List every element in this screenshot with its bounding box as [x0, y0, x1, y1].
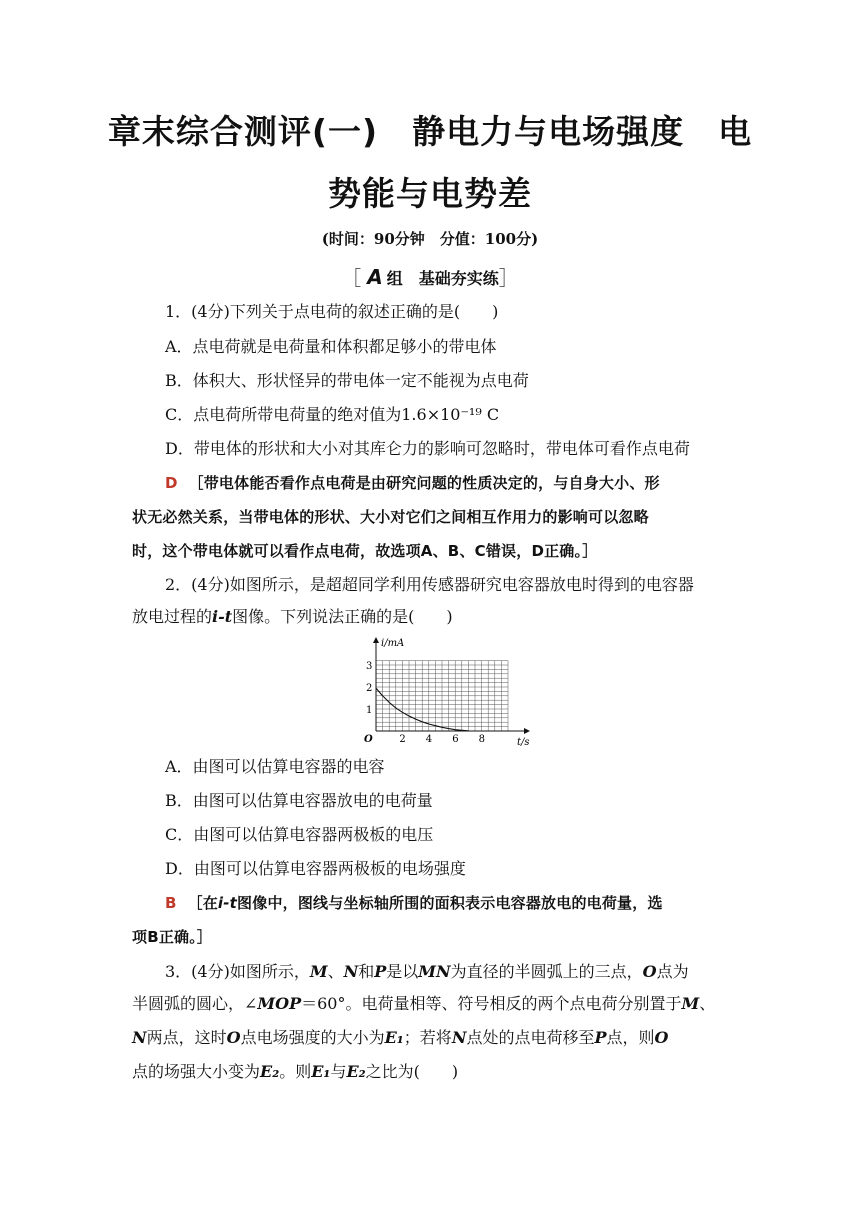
question-2-explanation-2: 项B正确。］	[132, 928, 213, 946]
y-axis-label: i/mA	[381, 638, 405, 649]
math-variable: P	[374, 962, 387, 981]
question-1-option-b: B．体积大、形状怪异的带电体一定不能视为点电荷	[165, 371, 529, 390]
math-variable: N	[451, 1028, 467, 1047]
answer-variable: i-t	[217, 894, 238, 912]
question-2-option-d: D．由图可以估算电容器两极板的电场强度	[165, 859, 466, 878]
math-variable: MN	[418, 962, 451, 981]
stem-text: 点为	[656, 962, 689, 981]
math-variable: E₂	[346, 1062, 366, 1081]
stem-text: 半圆弧的圆心，∠	[132, 994, 258, 1013]
chart-grid	[376, 661, 508, 731]
stem-text: 。则	[279, 1062, 312, 1081]
math-variable: O	[642, 962, 657, 981]
math-variable: N	[343, 962, 359, 981]
x-tick-label: 8	[478, 734, 485, 745]
y-tick-label: 3	[366, 661, 373, 672]
math-variable: MOP	[257, 994, 302, 1013]
question-1-option-c: C．点电荷所带电荷量的绝对值为1.6×10⁻¹⁹ C	[165, 405, 500, 424]
stem-text: 放电过程的	[132, 607, 213, 626]
question-3-stem-line-3	[132, 1027, 668, 1049]
question-1-option-a: A．点电荷就是电荷量和体积都足够小的带电体	[165, 337, 497, 356]
stem-text: 点，则	[606, 1028, 655, 1047]
stem-text: 3．(4分)如图所示，	[165, 962, 310, 981]
stem-text: 和	[358, 962, 375, 981]
stem-text: 为直径的半圆弧上的三点，	[450, 962, 643, 981]
question-2-option-b: B．由图可以估算电容器放电的电荷量	[165, 791, 433, 810]
bracket-open: ［	[341, 266, 362, 290]
group-label: 组 基础夯实练	[386, 269, 499, 288]
group-letter-badge: A	[367, 265, 383, 289]
question-1-stem: 1．(4分)下列关于点电荷的叙述正确的是( )	[165, 302, 499, 321]
stem-text: ＝60°。电荷量相等、符号相反的两个点电荷分别置于	[301, 994, 682, 1013]
stem-text: 点电场强度的大小为	[240, 1028, 385, 1047]
section-heading	[0, 262, 860, 291]
stem-text: 、	[327, 962, 344, 981]
stem-text: 是以	[386, 962, 419, 981]
stem-text: 、	[699, 994, 716, 1013]
question-3-stem-line-2	[132, 993, 715, 1015]
stem-text: 与	[330, 1062, 347, 1081]
origin-label: O	[364, 734, 373, 745]
stem-text: 点处的点电荷移至	[466, 1028, 595, 1047]
math-variable: O	[654, 1028, 669, 1047]
answer-text: ［在	[187, 894, 218, 912]
discharge-it-chart	[352, 635, 537, 747]
math-variable: N	[132, 1028, 147, 1047]
math-variable: P	[594, 1028, 607, 1047]
question-2-answer-line-1	[165, 892, 663, 914]
stem-text: 点的场强大小变为	[132, 1062, 261, 1081]
math-variable: M	[309, 962, 328, 981]
question-2-answer-key: B	[165, 894, 177, 912]
question-3-stem-line-1	[165, 961, 689, 983]
question-1-explanation-3: 时，这个带电体就可以看作点电荷，故选项A、B、C错误，D正确。］	[132, 542, 598, 560]
question-2-option-c: C．由图可以估算电容器两极板的电压	[165, 825, 434, 844]
stem-text: 之比为( )	[365, 1062, 459, 1081]
math-variable: O	[226, 1028, 241, 1047]
chart-axes	[373, 637, 530, 734]
math-variable: E₁	[311, 1062, 331, 1081]
math-variable: M	[681, 994, 700, 1013]
stem-text: 图像。下列说法正确的是( )	[232, 607, 453, 626]
x-tick-label: 4	[425, 734, 433, 745]
x-tick-label: 2	[399, 734, 406, 745]
question-1-explanation-2: 状无必然关系，当带电体的形状、大小对它们之间相互作用力的影响可以忽略	[132, 508, 649, 526]
x-axis-label: t/s	[517, 737, 530, 747]
stem-text: ；若将	[403, 1028, 452, 1047]
question-3-stem-line-4	[132, 1061, 458, 1083]
page-title-line-1: 章末综合测评(一) 静电力与电场强度 电	[107, 112, 753, 151]
stem-text: 两点，这时	[146, 1028, 227, 1047]
question-1-answer-line-1	[165, 472, 660, 494]
math-variable: E₂	[260, 1062, 280, 1081]
x-axis-arrow	[524, 728, 530, 734]
question-1-explanation-1: ［带电体能否看作点电荷是由研究问题的性质决定的，与自身大小、形	[188, 474, 660, 492]
y-tick-label: 2	[366, 683, 373, 694]
question-2-stem-line-2	[132, 606, 453, 628]
y-tick-label: 1	[366, 705, 373, 716]
answer-text: 图像中，图线与坐标轴所围的面积表示电容器放电的电荷量，选	[237, 894, 663, 912]
question-2-stem-line-1: 2．(4分)如图所示，是超超同学利用传感器研究电容器放电时得到的电容器	[165, 575, 694, 594]
math-variable: E₁	[384, 1028, 404, 1047]
question-1-option-d: D．带电体的形状和大小对其库仑力的影响可忽略时，带电体可看作点电荷	[165, 439, 690, 458]
exam-meta: (时间：90分钟 分值：100分)	[321, 230, 539, 248]
stem-variable: i-t	[212, 607, 233, 626]
x-tick-label: 6	[452, 734, 459, 745]
page-title-line-2: 势能与电势差	[328, 174, 532, 213]
y-axis-arrow	[373, 637, 379, 643]
bracket-close: ］	[498, 266, 519, 290]
question-1-answer-key: D	[165, 474, 178, 492]
question-2-option-a: A．由图可以估算电容器的电容	[165, 757, 385, 776]
